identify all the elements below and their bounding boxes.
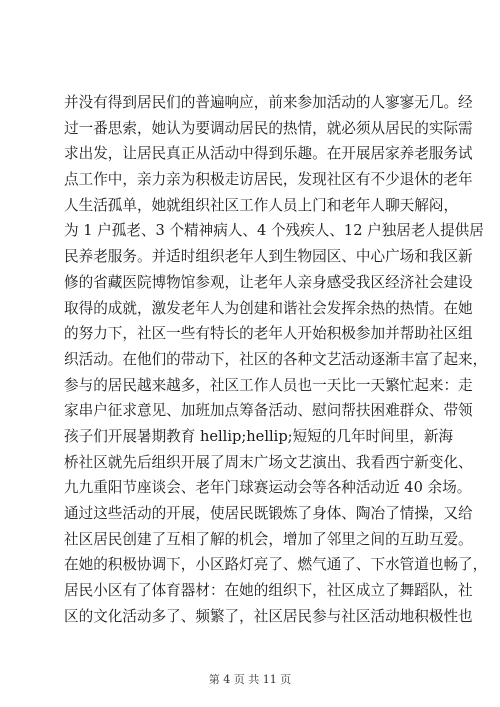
- text-line: 点工作中，亲力亲为积极走访居民，发现社区有不少退休的老年: [64, 171, 473, 189]
- text-line: 过一番思索，她认为要调动居民的热情，就必须从居民的实际需: [64, 119, 473, 137]
- text-line: 区的文化活动多了、频繁了，社区居民参与社区活动地积极性也: [64, 607, 473, 625]
- text-line: 织活动。在他们的带动下，社区的各种文艺活动逐渐丰富了起来，: [64, 350, 488, 368]
- text-line: 居民小区有了体育器材：在她的组织下，社区成立了舞蹈队，社: [64, 582, 473, 600]
- text-line: 参与的居民越来越多，社区工作人员也一天比一天繁忙起来：走: [64, 376, 473, 394]
- text-line: 九九重阳节座谈会、老年门球赛运动会等各种活动近 40 余场。: [64, 479, 472, 497]
- text-line: 家串户征求意见、加班加点筹备活动、慰问帮扶困难群众、带领: [64, 402, 473, 420]
- text-line: 修的省藏医院博物馆参观，让老年人亲身感受我区经济社会建设: [64, 273, 473, 291]
- text-line: 人生活孤单，她就组织社区工作人员上门和老年人聊天解闷，: [64, 196, 459, 214]
- text-line: 为 1 户孤老、3 个精神病人、4 个残疾人、12 户独居老人提供居: [64, 222, 484, 240]
- text-line: 的努力下，社区一些有特长的老年人开始积极参加并帮助社区组: [64, 325, 473, 343]
- text-line: 孩子们开展暑期教育 hellip;hellip;短短的几年时间里，新海: [64, 427, 454, 445]
- text-line: 取得的成就，激发老年人为创建和谐社会发挥余热的热情。在她: [64, 299, 473, 317]
- text-line: 社区居民创建了互相了解的机会，增加了邻里之间的互助互爱。: [64, 530, 473, 548]
- body-text: [64, 90, 488, 629]
- text-line: 通过这些活动的开展，使居民既锻炼了身体、陶冶了情操，又给: [64, 505, 473, 522]
- text-line: 民养老服务。并适时组织老年人到生物园区、中心广场和我区新: [64, 248, 473, 266]
- text-line: 求出发，让居民真正从活动中得到乐趣。在开展居家养老服务试: [64, 145, 473, 163]
- page-footer: 第 4 页 共 11 页: [208, 673, 292, 686]
- text-line: 桥社区就先后组织开展了周末广场文艺演出、我看西宁新变化、: [64, 453, 473, 471]
- text-line: 在她的积极协调下，小区路灯亮了、燃气通了、下水管道也畅了，: [64, 556, 488, 574]
- text-line: 并没有得到居民们的普遍响应，前来参加活动的人寥寥无几。经: [64, 94, 473, 111]
